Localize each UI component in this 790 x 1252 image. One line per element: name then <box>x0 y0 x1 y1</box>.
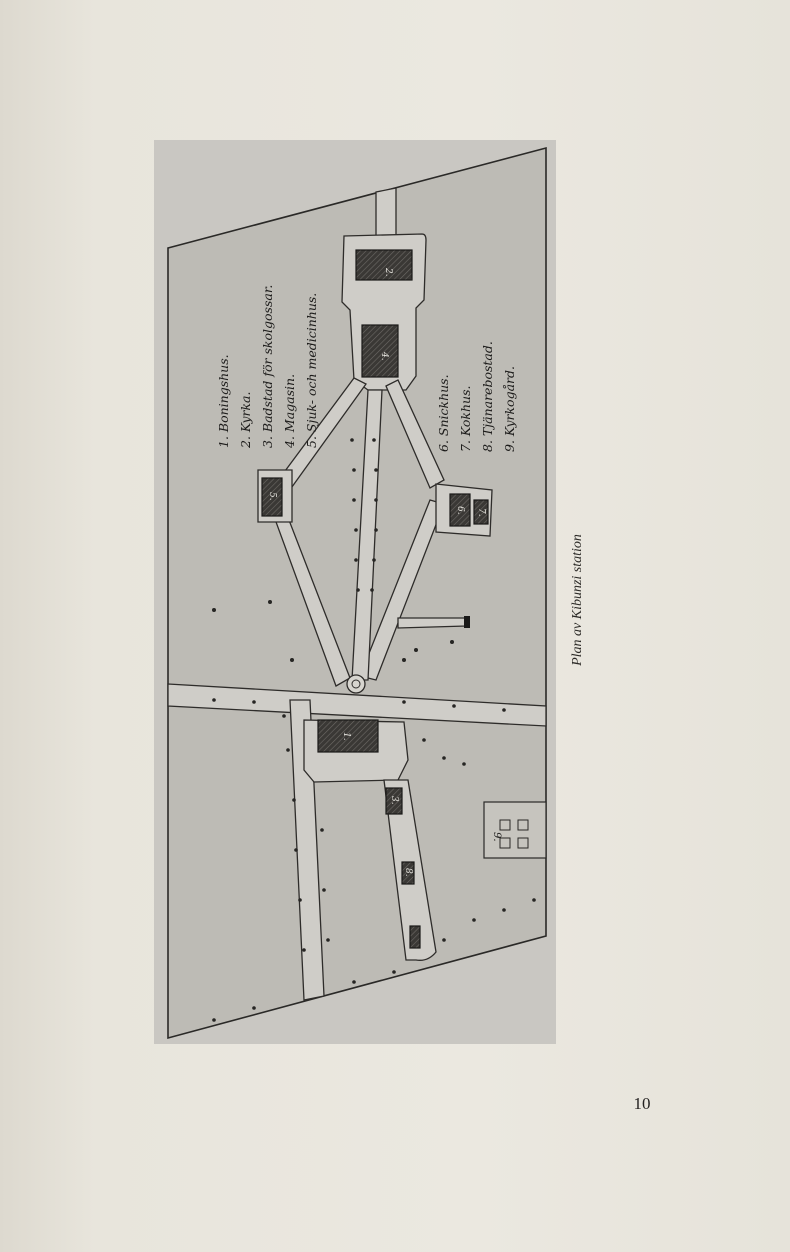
legend-item-2: 2. Kyrka. <box>238 391 253 448</box>
legend-item-4: 4. Magasin. <box>282 373 297 448</box>
page-number: 10 <box>633 1094 651 1113</box>
cemetery-label: 9. <box>491 832 502 842</box>
building-label-residence: 1. <box>341 732 351 741</box>
building-label-workshop: 6. <box>455 506 465 515</box>
legend-item-1: 1. Boningshus. <box>216 354 231 448</box>
legend-item-8: 8. Tjänarebostad. <box>480 341 495 452</box>
building-label-church: 2. <box>383 268 393 277</box>
caption-text: Plan av Kibunzi station <box>570 534 585 666</box>
legend-item-5: 5. Sjuk- och medicinhus. <box>304 292 319 448</box>
station-plan-plate <box>154 140 556 1044</box>
legend-item-9: 9. Kyrkogård. <box>502 366 517 452</box>
building-small-end <box>410 926 420 948</box>
building-label-magazine: 4. <box>379 352 389 361</box>
legend-item-7: 7. Kokhus. <box>458 385 473 452</box>
cemetery <box>484 802 546 858</box>
roundabout <box>347 675 365 693</box>
side-path-end <box>464 616 470 628</box>
building-magazine <box>362 325 398 377</box>
building-label-kitchen: 7. <box>476 508 486 517</box>
building-label-sick: 5. <box>267 492 277 501</box>
legend-item-6: 6. Snickhus. <box>436 374 451 452</box>
plan-caption <box>566 520 590 680</box>
building-label-bath: 3. <box>389 796 399 805</box>
legend-item-3: 3. Badstad för skolgossar. <box>260 284 275 448</box>
building-label-servants: 8. <box>403 868 413 877</box>
station-plan-drawing <box>154 140 556 1044</box>
